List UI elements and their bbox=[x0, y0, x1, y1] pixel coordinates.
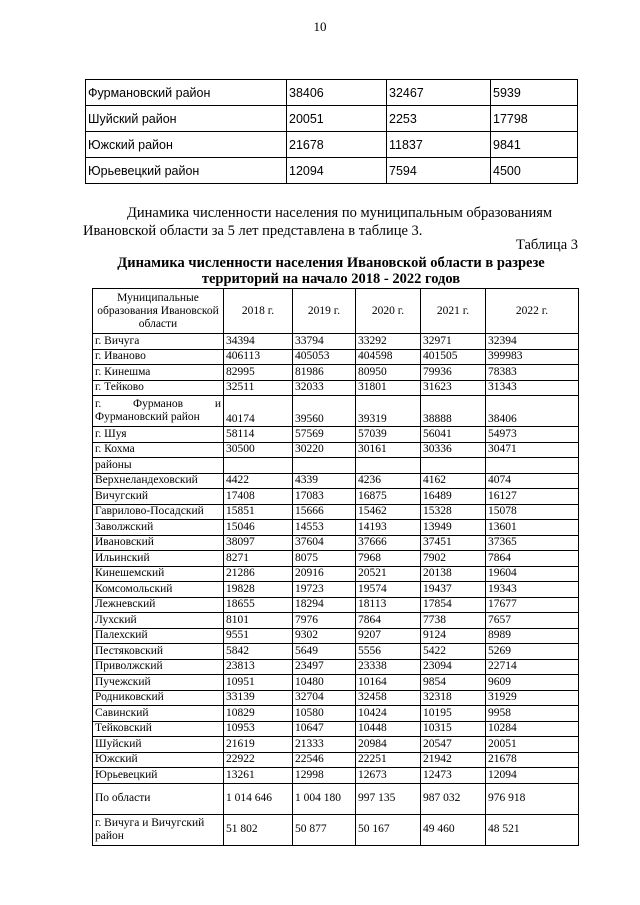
table-cell: 23497 bbox=[293, 659, 356, 675]
table-cell: 5422 bbox=[421, 644, 486, 660]
header-cell: Муниципальные образования Ивановской области bbox=[93, 289, 224, 334]
table-row bbox=[93, 504, 579, 520]
table-row bbox=[93, 721, 579, 737]
table-cell: 8271 bbox=[224, 551, 293, 567]
table-cell: 31801 bbox=[356, 380, 421, 396]
table-cell: 17798 bbox=[491, 106, 578, 132]
table-cell: 30161 bbox=[356, 442, 421, 458]
page-number: 10 bbox=[313, 19, 327, 34]
table-cell: 7976 bbox=[293, 613, 356, 629]
table-cell bbox=[486, 458, 579, 474]
table-cell: 37451 bbox=[421, 535, 486, 551]
table-cell: г. Кинешма bbox=[93, 365, 224, 381]
top-table-row bbox=[86, 158, 578, 184]
table-cell: 19437 bbox=[421, 582, 486, 598]
table-cell: По области bbox=[93, 783, 224, 814]
table-cell: 15462 bbox=[356, 504, 421, 520]
table-cell: 78383 bbox=[486, 365, 579, 381]
table-cell: 50 167 bbox=[356, 814, 421, 845]
table-row bbox=[93, 814, 579, 845]
table-cell: 57039 bbox=[356, 427, 421, 443]
table-cell: 32318 bbox=[421, 690, 486, 706]
table-cell: Приволжский bbox=[93, 659, 224, 675]
table-cell: 15328 bbox=[421, 504, 486, 520]
table-cell: 401505 bbox=[421, 349, 486, 365]
table-cell: 20916 bbox=[293, 566, 356, 582]
table-cell: 404598 bbox=[356, 349, 421, 365]
table-row bbox=[93, 442, 579, 458]
table-cell: Гаврилово-Посадский bbox=[93, 504, 224, 520]
table-cell: 21619 bbox=[224, 737, 293, 753]
table-cell: 10424 bbox=[356, 706, 421, 722]
table-cell: 12094 bbox=[287, 158, 387, 184]
top-table-row bbox=[86, 106, 578, 132]
table-cell: 7738 bbox=[421, 613, 486, 629]
table-cell: 10951 bbox=[224, 675, 293, 691]
table-cell: Пестяковский bbox=[93, 644, 224, 660]
table-cell: 1 004 180 bbox=[293, 783, 356, 814]
table-cell: 38406 bbox=[287, 80, 387, 106]
table-cell: 37365 bbox=[486, 535, 579, 551]
table-row bbox=[93, 566, 579, 582]
table-cell: Верхнеландеховский bbox=[93, 473, 224, 489]
table-cell: 10284 bbox=[486, 721, 579, 737]
table-cell: 34394 bbox=[224, 334, 293, 350]
header-cell: 2019 г. bbox=[293, 289, 356, 334]
table-cell: 79936 bbox=[421, 365, 486, 381]
table-cell: 12094 bbox=[486, 768, 579, 784]
table-cell: Юрьевецкий bbox=[93, 768, 224, 784]
table-title: Динамика численности населения Ивановской области в разрезе территорий на начало 2018 - 2022 годов bbox=[117, 255, 545, 287]
table-row bbox=[93, 783, 579, 814]
table-cell: 22251 bbox=[356, 752, 421, 768]
table-cell: г. Иваново bbox=[93, 349, 224, 365]
table-cell: 10164 bbox=[356, 675, 421, 691]
table-cell: 11837 bbox=[387, 132, 491, 158]
header-cell: 2022 г. bbox=[486, 289, 579, 334]
top-table bbox=[85, 79, 578, 184]
table-row bbox=[93, 597, 579, 613]
table-cell: 32458 bbox=[356, 690, 421, 706]
table-cell: 16489 bbox=[421, 489, 486, 505]
table-cell: 10647 bbox=[293, 721, 356, 737]
table-cell: г. Вичуга bbox=[93, 334, 224, 350]
table-cell: 48 521 bbox=[486, 814, 579, 845]
table-cell: 51 802 bbox=[224, 814, 293, 845]
table-cell: 17408 bbox=[224, 489, 293, 505]
table-row bbox=[93, 675, 579, 691]
table-cell: 32467 bbox=[387, 80, 491, 106]
table-cell: 987 032 bbox=[421, 783, 486, 814]
table-cell: Ильинский bbox=[93, 551, 224, 567]
table-cell: 32971 bbox=[421, 334, 486, 350]
table-cell: Кинешемский bbox=[93, 566, 224, 582]
table-cell: 23338 bbox=[356, 659, 421, 675]
table-row bbox=[93, 644, 579, 660]
table-row bbox=[93, 659, 579, 675]
table-row bbox=[93, 628, 579, 644]
table-cell: 10953 bbox=[224, 721, 293, 737]
table-cell: 19574 bbox=[356, 582, 421, 598]
header-cell: 2018 г. bbox=[224, 289, 293, 334]
table-cell: 23094 bbox=[421, 659, 486, 675]
table-cell: 20521 bbox=[356, 566, 421, 582]
table-cell: 12473 bbox=[421, 768, 486, 784]
table-cell: 14553 bbox=[293, 520, 356, 536]
table-cell: 20138 bbox=[421, 566, 486, 582]
table-cell: Комсомольский bbox=[93, 582, 224, 598]
table-row bbox=[93, 489, 579, 505]
table-cell: 40174 bbox=[224, 396, 293, 427]
table-cell: 81986 bbox=[293, 365, 356, 381]
table-cell bbox=[421, 458, 486, 474]
table-cell: 31343 bbox=[486, 380, 579, 396]
table-cell: 997 135 bbox=[356, 783, 421, 814]
table-cell: 57569 bbox=[293, 427, 356, 443]
table-cell: 18294 bbox=[293, 597, 356, 613]
table-cell: 7864 bbox=[356, 613, 421, 629]
table-cell: 30500 bbox=[224, 442, 293, 458]
table-cell: Ивановский bbox=[93, 535, 224, 551]
table-cell: 20984 bbox=[356, 737, 421, 753]
table-cell: Тейковский bbox=[93, 721, 224, 737]
table-row bbox=[93, 768, 579, 784]
header-cell: 2021 г. bbox=[421, 289, 486, 334]
table-cell: 1 014 646 bbox=[224, 783, 293, 814]
paragraph: Динамика численности населения по муниципальным образованиям Ивановской области за 5 лет представлена в таблице 3. bbox=[83, 205, 553, 239]
table-cell: 4339 bbox=[293, 473, 356, 489]
table-cell: Южский район bbox=[86, 132, 287, 158]
table-cell: 30336 bbox=[421, 442, 486, 458]
table-cell: 32704 bbox=[293, 690, 356, 706]
table-cell: 39319 bbox=[356, 396, 421, 427]
table-row bbox=[93, 752, 579, 768]
table-cell: 4422 bbox=[224, 473, 293, 489]
table-row bbox=[93, 582, 579, 598]
table-cell: 33139 bbox=[224, 690, 293, 706]
table-cell: 56041 bbox=[421, 427, 486, 443]
table-cell: 12998 bbox=[293, 768, 356, 784]
top-table-row bbox=[86, 80, 578, 106]
table-cell: 33292 bbox=[356, 334, 421, 350]
table-cell: 16875 bbox=[356, 489, 421, 505]
table-cell: г. Фурманов и Фурмановский район bbox=[93, 396, 224, 427]
table-cell: 19828 bbox=[224, 582, 293, 598]
table-cell: Фурмановский район bbox=[86, 80, 287, 106]
table-cell: 32394 bbox=[486, 334, 579, 350]
table-row bbox=[93, 473, 579, 489]
table-cell: Шуйский район bbox=[86, 106, 287, 132]
table-cell: г. Кохма bbox=[93, 442, 224, 458]
table-cell: 8101 bbox=[224, 613, 293, 629]
table-cell: 21942 bbox=[421, 752, 486, 768]
table-cell: 21678 bbox=[287, 132, 387, 158]
table-cell: 406113 bbox=[224, 349, 293, 365]
top-table-row bbox=[86, 132, 578, 158]
table-cell: 7968 bbox=[356, 551, 421, 567]
table-cell: г. Тейково bbox=[93, 380, 224, 396]
table-cell: 7594 bbox=[387, 158, 491, 184]
table-cell: 9551 bbox=[224, 628, 293, 644]
table-cell: 16127 bbox=[486, 489, 579, 505]
table-cell: 38888 bbox=[421, 396, 486, 427]
table-cell: 15851 bbox=[224, 504, 293, 520]
table-cell: Шуйский bbox=[93, 737, 224, 753]
table-cell: 19604 bbox=[486, 566, 579, 582]
table-cell: Савинский bbox=[93, 706, 224, 722]
table-cell: 21678 bbox=[486, 752, 579, 768]
table-cell: 19343 bbox=[486, 582, 579, 598]
table-cell: 13261 bbox=[224, 768, 293, 784]
table-cell: 32033 bbox=[293, 380, 356, 396]
table-cell: 38406 bbox=[486, 396, 579, 427]
table-cell: 12673 bbox=[356, 768, 421, 784]
table-cell: 20547 bbox=[421, 737, 486, 753]
table-row bbox=[93, 613, 579, 629]
table-cell: 10829 bbox=[224, 706, 293, 722]
table-cell: Заволжский bbox=[93, 520, 224, 536]
table-cell: 17677 bbox=[486, 597, 579, 613]
table-cell: Лухский bbox=[93, 613, 224, 629]
table-cell: районы bbox=[93, 458, 224, 474]
table-cell: 9854 bbox=[421, 675, 486, 691]
population-table bbox=[92, 288, 579, 846]
table-cell: 13949 bbox=[421, 520, 486, 536]
table-cell: 7657 bbox=[486, 613, 579, 629]
table-cell bbox=[293, 458, 356, 474]
table-cell: 15046 bbox=[224, 520, 293, 536]
table-cell: 18655 bbox=[224, 597, 293, 613]
table-cell: 19723 bbox=[293, 582, 356, 598]
table-cell: 9958 bbox=[486, 706, 579, 722]
table-row bbox=[93, 365, 579, 381]
table-cell bbox=[356, 458, 421, 474]
table-caption: Таблица 3 bbox=[515, 237, 578, 253]
table-cell: Южский bbox=[93, 752, 224, 768]
table-cell: 20051 bbox=[486, 737, 579, 753]
table-cell: Лежневский bbox=[93, 597, 224, 613]
table-cell: 5939 bbox=[491, 80, 578, 106]
table-cell: 4236 bbox=[356, 473, 421, 489]
table-cell: 18113 bbox=[356, 597, 421, 613]
table-cell: 17083 bbox=[293, 489, 356, 505]
table-cell: 5556 bbox=[356, 644, 421, 660]
table-cell: г. Шуя bbox=[93, 427, 224, 443]
table-cell: 82995 bbox=[224, 365, 293, 381]
table-row bbox=[93, 396, 579, 427]
table-cell: 15666 bbox=[293, 504, 356, 520]
table-cell: 8075 bbox=[293, 551, 356, 567]
table-row bbox=[93, 520, 579, 536]
table-cell: 31929 bbox=[486, 690, 579, 706]
table-cell: 10195 bbox=[421, 706, 486, 722]
table-cell: 21286 bbox=[224, 566, 293, 582]
table-row bbox=[93, 706, 579, 722]
table-row bbox=[93, 737, 579, 753]
table-cell: 8989 bbox=[486, 628, 579, 644]
table-cell: г. Вичуга и Вичугский район bbox=[93, 814, 224, 845]
table-cell: 38097 bbox=[224, 535, 293, 551]
table-cell: 5649 bbox=[293, 644, 356, 660]
table-cell: Родниковский bbox=[93, 690, 224, 706]
table-cell: Вичугский bbox=[93, 489, 224, 505]
table-cell: 49 460 bbox=[421, 814, 486, 845]
table-cell: 14193 bbox=[356, 520, 421, 536]
table-cell: 5269 bbox=[486, 644, 579, 660]
table-cell: Юрьевецкий район bbox=[86, 158, 287, 184]
table-cell: 10315 bbox=[421, 721, 486, 737]
table-cell: 2253 bbox=[387, 106, 491, 132]
table-row bbox=[93, 349, 579, 365]
header-cell: 2020 г. bbox=[356, 289, 421, 334]
table-cell: 17854 bbox=[421, 597, 486, 613]
table-cell: 37604 bbox=[293, 535, 356, 551]
table-row bbox=[93, 690, 579, 706]
table-row bbox=[93, 535, 579, 551]
table-cell: 9207 bbox=[356, 628, 421, 644]
table-cell: 10580 bbox=[293, 706, 356, 722]
table-cell: 22714 bbox=[486, 659, 579, 675]
table-header-row bbox=[93, 289, 579, 334]
table-cell: 4162 bbox=[421, 473, 486, 489]
table-cell: 33794 bbox=[293, 334, 356, 350]
table-cell: 9841 bbox=[491, 132, 578, 158]
table-cell: 32511 bbox=[224, 380, 293, 396]
table-cell: Палехский bbox=[93, 628, 224, 644]
table-row bbox=[93, 551, 579, 567]
table-cell: 23813 bbox=[224, 659, 293, 675]
table-cell: 37666 bbox=[356, 535, 421, 551]
table-cell: 9609 bbox=[486, 675, 579, 691]
table-cell: Пучежский bbox=[93, 675, 224, 691]
table-cell: 31623 bbox=[421, 380, 486, 396]
table-cell: 22546 bbox=[293, 752, 356, 768]
table-cell: 20051 bbox=[287, 106, 387, 132]
table-cell bbox=[224, 458, 293, 474]
table-cell: 15078 bbox=[486, 504, 579, 520]
table-cell: 976 918 bbox=[486, 783, 579, 814]
table-cell: 39560 bbox=[293, 396, 356, 427]
table-cell: 10448 bbox=[356, 721, 421, 737]
table-cell: 54973 bbox=[486, 427, 579, 443]
table-cell: 10480 bbox=[293, 675, 356, 691]
table-cell: 30471 bbox=[486, 442, 579, 458]
table-cell: 50 877 bbox=[293, 814, 356, 845]
table-cell: 9124 bbox=[421, 628, 486, 644]
table-row bbox=[93, 427, 579, 443]
table-cell: 399983 bbox=[486, 349, 579, 365]
table-cell: 4500 bbox=[491, 158, 578, 184]
table-cell: 58114 bbox=[224, 427, 293, 443]
table-cell: 405053 bbox=[293, 349, 356, 365]
table-row bbox=[93, 458, 579, 474]
table-row bbox=[93, 334, 579, 350]
table-cell: 9302 bbox=[293, 628, 356, 644]
table-row bbox=[93, 380, 579, 396]
table-cell: 7902 bbox=[421, 551, 486, 567]
table-cell: 21333 bbox=[293, 737, 356, 753]
table-cell: 4074 bbox=[486, 473, 579, 489]
table-cell: 5842 bbox=[224, 644, 293, 660]
table-cell: 30220 bbox=[293, 442, 356, 458]
table-cell: 13601 bbox=[486, 520, 579, 536]
table-cell: 22922 bbox=[224, 752, 293, 768]
table-cell: 7864 bbox=[486, 551, 579, 567]
table-cell: 80950 bbox=[356, 365, 421, 381]
